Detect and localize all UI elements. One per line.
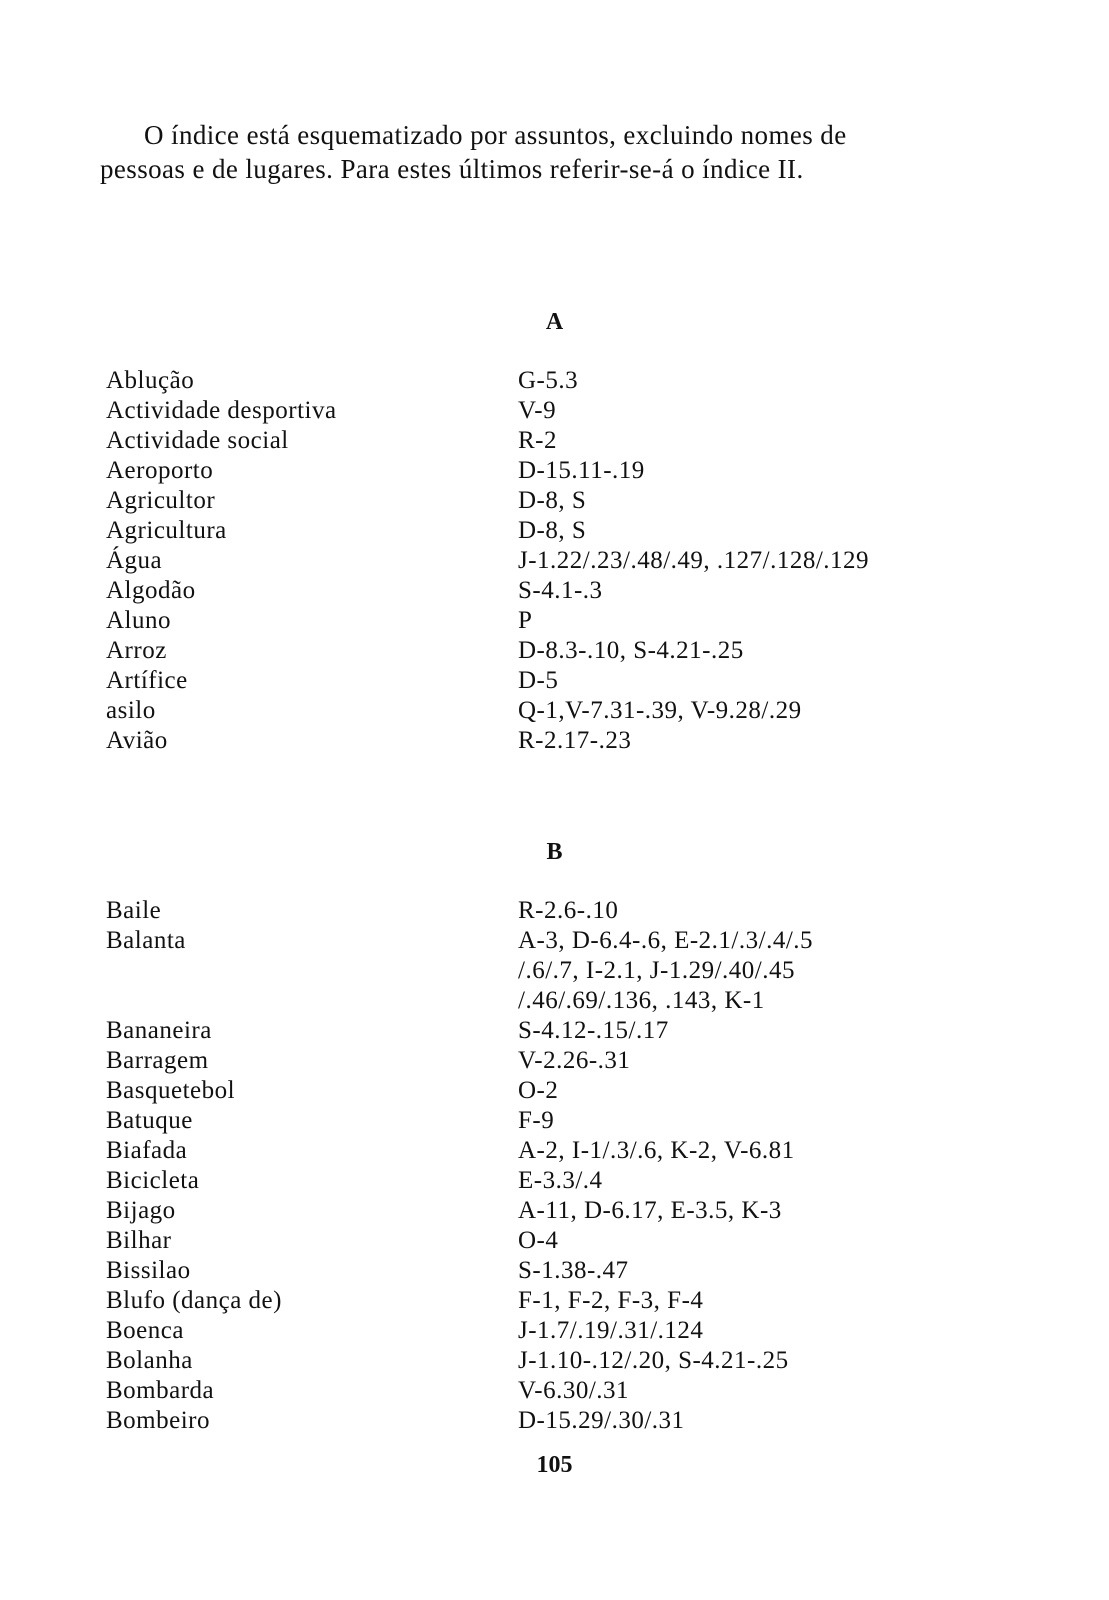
- index-reference-line: D-8, S: [518, 487, 587, 514]
- index-reference-line: D-15.11-.19: [518, 457, 645, 484]
- index-term: Actividade desportiva: [106, 397, 337, 424]
- index-term: Biafada: [106, 1137, 188, 1164]
- intro-paragraph: [100, 118, 980, 186]
- index-reference-line: R-2.17-.23: [518, 727, 632, 754]
- index-references: [518, 1106, 966, 1136]
- index-reference-line: F-9: [518, 1107, 555, 1134]
- index-section-a: [106, 366, 966, 756]
- index-entry: [106, 1286, 966, 1316]
- index-entry: [106, 1136, 966, 1166]
- index-reference-line: V-2.26-.31: [518, 1047, 631, 1074]
- index-term: Bicicleta: [106, 1167, 200, 1194]
- index-reference-line: J-1.10-.12/.20, S-4.21-.25: [518, 1347, 789, 1374]
- index-references: [518, 366, 966, 396]
- index-term: Arroz: [106, 637, 167, 664]
- section-heading-a: A: [545, 309, 564, 335]
- index-references: [518, 426, 966, 456]
- index-reference-line: P: [518, 607, 533, 634]
- index-reference-line: E-3.3/.4: [518, 1167, 603, 1194]
- index-entry: [106, 1076, 966, 1106]
- index-references: [518, 1376, 966, 1406]
- intro-line-1: O índice está esquematizado por assuntos, excluindo nomes de: [144, 120, 847, 150]
- index-reference-line: F-1, F-2, F-3, F-4: [518, 1287, 704, 1314]
- index-entry: [106, 1316, 966, 1346]
- index-references: [518, 636, 966, 666]
- index-references: [518, 1196, 966, 1226]
- index-references: [518, 486, 966, 516]
- index-references: [518, 1316, 966, 1346]
- index-term: Barragem: [106, 1047, 209, 1074]
- index-reference-line: D-8.3-.10, S-4.21-.25: [518, 637, 744, 664]
- index-references: [518, 726, 966, 756]
- index-references: [518, 396, 966, 426]
- index-term: Basquetebol: [106, 1077, 236, 1104]
- index-references: [518, 1076, 966, 1106]
- index-reference-line: V-9: [518, 397, 557, 424]
- index-term: Bananeira: [106, 1017, 212, 1044]
- index-entry: [106, 396, 966, 426]
- index-term: Baile: [106, 897, 162, 924]
- index-term: Bilhar: [106, 1227, 172, 1254]
- index-entry: [106, 546, 966, 576]
- index-term: asilo: [106, 697, 156, 724]
- index-entry: [106, 1346, 966, 1376]
- index-term: Blufo (dança de): [106, 1287, 282, 1314]
- index-entry: [106, 1016, 966, 1046]
- index-entry: [106, 1046, 966, 1076]
- index-term: Avião: [106, 727, 168, 754]
- index-entry: [106, 1406, 966, 1436]
- index-reference-line: Q-1,V-7.31-.39, V-9.28/.29: [518, 697, 802, 724]
- index-entry: [106, 926, 966, 1016]
- index-references: [518, 1286, 966, 1316]
- index-references: [518, 456, 966, 486]
- index-reference-line: O-4: [518, 1227, 559, 1254]
- index-entry: [106, 696, 966, 726]
- index-reference-line: S-4.1-.3: [518, 577, 603, 604]
- index-references: [518, 546, 966, 576]
- index-references: [518, 1046, 966, 1076]
- index-term: Bolanha: [106, 1347, 193, 1374]
- index-references: [518, 516, 966, 546]
- index-references: [518, 666, 966, 696]
- index-references: [518, 696, 966, 726]
- index-entry: [106, 606, 966, 636]
- index-term: Boenca: [106, 1317, 184, 1344]
- page-number: 105: [536, 1452, 573, 1478]
- index-entry: [106, 426, 966, 456]
- index-entry: [106, 1226, 966, 1256]
- index-entry: [106, 1106, 966, 1136]
- index-references: [518, 1406, 966, 1436]
- index-term: Ablução: [106, 367, 195, 394]
- index-entry: [106, 366, 966, 396]
- index-term: Artífice: [106, 667, 188, 694]
- index-references: [518, 926, 966, 1016]
- index-entry: [106, 1256, 966, 1286]
- index-term: Balanta: [106, 927, 186, 954]
- index-reference-line: G-5.3: [518, 367, 579, 394]
- index-references: [518, 1346, 966, 1376]
- index-term: Algodão: [106, 577, 196, 604]
- index-entry: [106, 726, 966, 756]
- index-reference-line: A-3, D-6.4-.6, E-2.1/.3/.4/.5: [518, 927, 814, 954]
- index-term: Bombeiro: [106, 1407, 210, 1434]
- index-references: [518, 606, 966, 636]
- index-reference-line: S-1.38-.47: [518, 1257, 629, 1284]
- index-term: Agricultor: [106, 487, 216, 514]
- index-entry: [106, 666, 966, 696]
- index-reference-line: J-1.22/.23/.48/.49, .127/.128/.129: [518, 547, 870, 574]
- index-term: Bombarda: [106, 1377, 215, 1404]
- index-references: [518, 1136, 966, 1166]
- index-references: [518, 1226, 966, 1256]
- index-reference-line: /.46/.69/.136, .143, K-1: [518, 987, 765, 1014]
- index-references: [518, 896, 966, 926]
- index-term: Bijago: [106, 1197, 176, 1224]
- index-references: [518, 1016, 966, 1046]
- index-reference-line: R-2.6-.10: [518, 897, 619, 924]
- index-reference-line: A-11, D-6.17, E-3.5, K-3: [518, 1197, 782, 1224]
- index-term: Actividade social: [106, 427, 289, 454]
- index-entry: [106, 1376, 966, 1406]
- index-entry: [106, 486, 966, 516]
- index-reference-line: D-8, S: [518, 517, 587, 544]
- index-references: [518, 576, 966, 606]
- intro-line-2: pessoas e de lugares. Para estes últimos referir-se-á o índice II.: [100, 154, 804, 184]
- index-entry: [106, 636, 966, 666]
- index-reference-line: A-2, I-1/.3/.6, K-2, V-6.81: [518, 1137, 795, 1164]
- index-entry: [106, 456, 966, 486]
- index-reference-line: V-6.30/.31: [518, 1377, 630, 1404]
- index-references: [518, 1166, 966, 1196]
- index-entry: [106, 576, 966, 606]
- index-reference-line: R-2: [518, 427, 557, 454]
- index-entry: [106, 1196, 966, 1226]
- index-reference-line: D-15.29/.30/.31: [518, 1407, 685, 1434]
- index-reference-line: /.6/.7, I-2.1, J-1.29/.40/.45: [518, 957, 795, 984]
- index-term: Agricultura: [106, 517, 227, 544]
- index-term: Batuque: [106, 1107, 193, 1134]
- index-entry: [106, 1166, 966, 1196]
- index-section-b: [106, 896, 966, 1436]
- index-reference-line: O-2: [518, 1077, 559, 1104]
- index-reference-line: S-4.12-.15/.17: [518, 1017, 669, 1044]
- index-entry: [106, 516, 966, 546]
- index-references: [518, 1256, 966, 1286]
- index-reference-line: J-1.7/.19/.31/.124: [518, 1317, 704, 1344]
- section-heading-b: B: [546, 839, 563, 865]
- index-term: Aeroporto: [106, 457, 214, 484]
- index-entry: [106, 896, 966, 926]
- index-term: Aluno: [106, 607, 171, 634]
- index-term: Bissilao: [106, 1257, 191, 1284]
- index-reference-line: D-5: [518, 667, 559, 694]
- index-term: Água: [106, 547, 163, 574]
